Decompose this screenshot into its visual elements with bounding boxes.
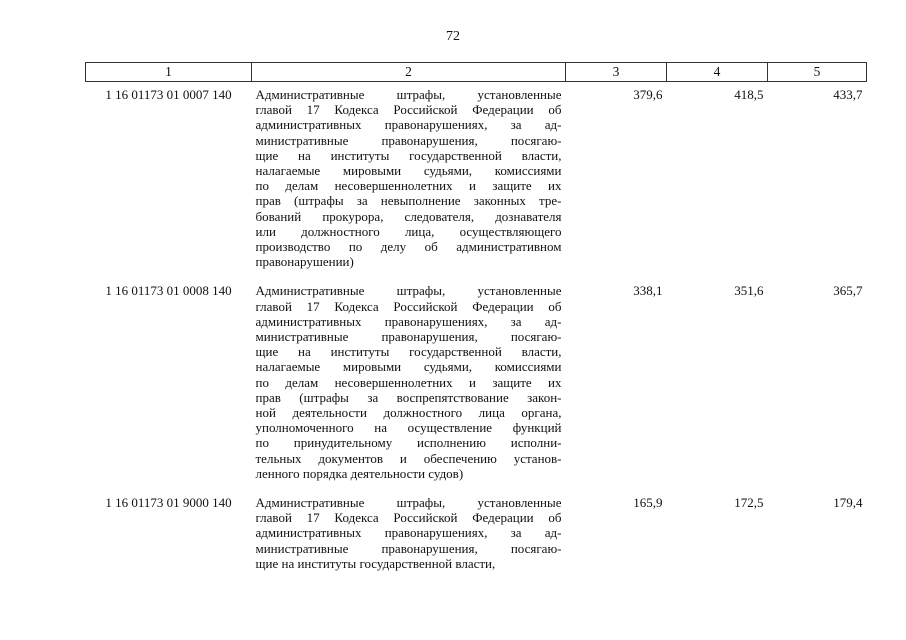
row-code: 1 16 01173 01 0007 140 xyxy=(105,87,232,102)
header-col-3: 3 xyxy=(566,63,667,82)
description-line: главой 17 Кодекса Российской Федерации об xyxy=(255,298,562,314)
description-line: административных правонарушениях, за ад- xyxy=(255,525,562,541)
description-line: административных правонарушениях, за ад- xyxy=(255,313,562,329)
row-description xyxy=(252,278,566,490)
description-line: ленного порядка деятельности судов) xyxy=(255,465,464,481)
header-col-5: 5 xyxy=(768,63,867,82)
description-line: министративные правонарушения, посягаю- xyxy=(255,540,562,556)
row-description xyxy=(252,82,566,279)
description-line: или должностного лица, осуществляющего xyxy=(255,223,562,239)
description-line: налагаемые мировыми судьями, комиссиями xyxy=(255,163,562,179)
row-value-col-5: 365,7 xyxy=(833,283,863,299)
description-line: административных правонарушениях, за ад- xyxy=(255,117,562,133)
row-value-col-3: 338,1 xyxy=(633,283,663,299)
table-body xyxy=(86,82,867,581)
row-description xyxy=(252,490,566,580)
table-row xyxy=(86,278,867,490)
row-value-col-4: 418,5 xyxy=(734,87,764,102)
description-line: ной деятельности должностного лица органа, xyxy=(255,405,562,421)
row-value-col-4: 351,6 xyxy=(734,283,764,299)
description-line: по делам несовершеннолетних и защите их xyxy=(255,374,562,390)
description-line: щие на институты государственной власти, xyxy=(255,147,562,163)
description-line: Административные штрафы, установленные xyxy=(255,283,562,299)
row-value-col-5: 433,7 xyxy=(833,87,863,102)
row-value-col-4: 172,5 xyxy=(734,495,764,511)
row-value-col-5: 179,4 xyxy=(833,495,863,511)
description-line: бований прокурора, следователя, дознавателя xyxy=(255,208,562,224)
header-col-4: 4 xyxy=(667,63,768,82)
header-col-1: 1 xyxy=(86,63,252,82)
header-row xyxy=(86,63,867,82)
row-code: 1 16 01173 01 9000 140 xyxy=(105,495,232,511)
row-value-col-3: 379,6 xyxy=(633,87,663,102)
description-line: щие на институты государственной власти, xyxy=(255,555,496,571)
description-line: налагаемые мировыми судьями, комиссиями xyxy=(255,359,562,375)
description-line: министративные правонарушения, посягаю- xyxy=(255,329,562,345)
table-row xyxy=(86,82,867,279)
row-value-col-3: 165,9 xyxy=(633,495,663,511)
description-line: производство по делу об административном xyxy=(255,239,562,255)
table-row xyxy=(86,490,867,580)
row-code: 1 16 01173 01 0008 140 xyxy=(105,283,232,299)
description-line: по делам несовершеннолетних и защите их xyxy=(255,178,562,194)
budget-table xyxy=(85,62,867,580)
description-line: Административные штрафы, установленные xyxy=(255,495,562,511)
description-line: прав (штрафы за воспрепятствование закон- xyxy=(255,389,562,405)
description-line: министративные правонарушения, посягаю- xyxy=(255,132,562,148)
page-number: 72 xyxy=(446,29,460,44)
description-line: уполномоченного на осуществление функций xyxy=(255,420,562,436)
description-line: щие на институты государственной власти, xyxy=(255,344,562,360)
description-line: Административные штрафы, установленные xyxy=(255,87,562,102)
description-line: тельных документов и обеспечению установ- xyxy=(255,450,562,466)
header-col-2: 2 xyxy=(252,63,566,82)
description-line: главой 17 Кодекса Российской Федерации об xyxy=(255,102,562,118)
description-line: по принудительному исполнению исполни- xyxy=(255,435,562,451)
table-header xyxy=(86,63,867,82)
description-line: прав (штрафы за невыполнение законных тре- xyxy=(255,193,562,209)
description-line: правонарушении) xyxy=(255,254,354,270)
description-line: главой 17 Кодекса Российской Федерации об xyxy=(255,510,562,526)
